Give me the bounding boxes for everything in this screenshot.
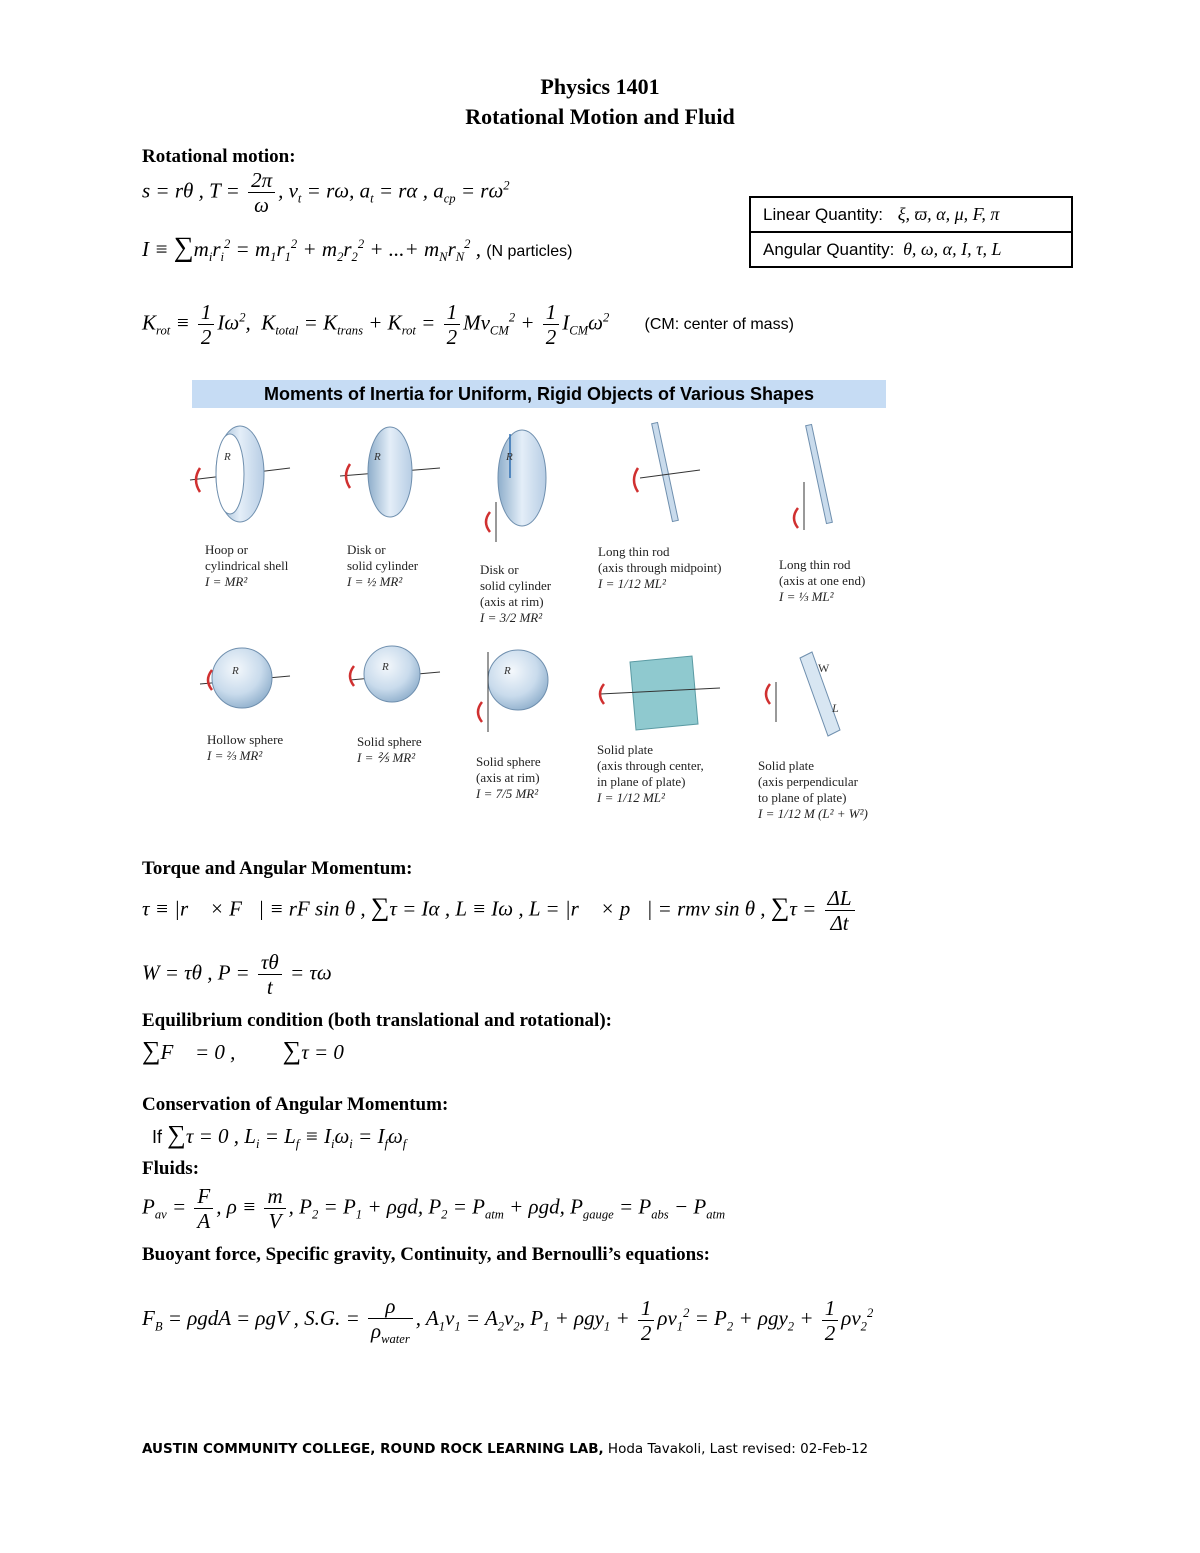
svg-text:R: R <box>506 451 513 463</box>
caption-hollow-sphere: Hollow sphere I = ⅔ MR² <box>207 732 284 763</box>
footer-author-date: Hoda Tavakoli, Last revised: 02-Feb-12 <box>603 1441 869 1457</box>
caption-plate-center: Solid plate (axis through center, in plane of plate) I = 1/12 ML² <box>597 742 704 805</box>
solid-sphere-rim-shape <box>478 650 548 732</box>
section-rotational-motion: Rotational motion: <box>142 146 296 167</box>
section-equilibrium: Equilibrium condition (both translational and rotational): <box>142 1010 612 1031</box>
solid-sphere-shape <box>350 646 440 702</box>
svg-text:R: R <box>382 661 389 673</box>
caption-plate-perpendicular: Solid plate (axis perpendicular to plane of plate) I = 1/12 M (L² + W²) <box>758 758 868 821</box>
caption-hoop: Hoop or cylindrical shell I = MR² <box>205 542 289 589</box>
caption-disk-rim: Disk or solid cylinder (axis at rim) I = 3/2 MR² <box>480 562 552 625</box>
svg-text:R: R <box>504 665 511 677</box>
caption-rod-end: Long thin rod (axis at one end) I = ⅓ ML² <box>779 557 866 604</box>
rod-midpoint-shape <box>634 422 700 521</box>
page-title: Physics 1401 <box>540 74 660 99</box>
disk-rim-shape <box>486 430 546 542</box>
caption-rod-midpoint: Long thin rod (axis through midpoint) I = 1/12 ML² <box>598 544 722 591</box>
caption-solid-sphere-rim: Solid sphere (axis at rim) I = 7/5 MR² <box>476 754 541 801</box>
equation-kinematics: s = rθ , T = $\frac{2\pi}{\omega}$ , $v_t = r\omega$, $a_t = r\alpha$ , $a_{cp} = r\omega^2$ <box>142 168 510 218</box>
note-if: If <box>152 1127 163 1147</box>
svg-text:R: R <box>374 451 381 463</box>
note-n-particles: (N particles) <box>486 243 573 260</box>
linear-quantity-symbols: ξ, ϖ, α, μ, F, π <box>897 204 1000 224</box>
disk-shape <box>340 427 440 517</box>
angular-quantity-label: Angular Quantity: <box>763 240 895 259</box>
plate-center-shape <box>600 656 720 730</box>
section-torque: Torque and Angular Momentum: <box>142 858 413 879</box>
svg-text:L: L <box>832 701 839 715</box>
angular-quantity-symbols: θ, ω, α, I, τ, L <box>903 239 1002 259</box>
equation-fluids: $P_{av}$ = $\frac{F}{A}$ , ρ ≡ $\frac{m}{V}$ , $P_2 = P_1 + \rho gd$, $P_2 = P_{atm} + \rho gd$, $P_{gauge} = P_{abs} - P_{atm}$ <box>142 1184 726 1234</box>
svg-text:W: W <box>818 661 830 675</box>
equation-work-power: W = τθ , P = $\frac{\tau\theta}{t}$ = τω <box>142 950 332 1000</box>
equation-torque: τ ≡ |r⃗ × F⃗| ≡ rF sin θ , ∑τ = Iα , L ≡ Iω , L = |r⃗ × p⃗| = rmv sin θ , ∑τ = $\frac{\Delta L}{\Delta t}$ <box>142 886 858 935</box>
caption-solid-sphere: Solid sphere I = ⅖ MR² <box>357 734 422 765</box>
hoop-shape <box>190 426 290 522</box>
angular-quantity-row <box>751 231 1071 266</box>
section-buoyant: Buoyant force, Specific gravity, Continuity, and Bernoulli’s equations: <box>142 1244 710 1265</box>
equation-moment-of-inertia: $I \equiv \sum m_ir_i^2 = m_1r_1^2 + m_2r_2^2$ + ...+ $m_Nr_N^2$ , (N particles) <box>142 232 573 265</box>
footer-org: AUSTIN COMMUNITY COLLEGE, ROUND ROCK LEARNING LAB, <box>142 1441 604 1457</box>
quantity-table <box>749 196 1073 268</box>
figure-title: Moments of Inertia for Uniform, Rigid Objects of Various Shapes <box>263 384 815 404</box>
note-center-of-mass: (CM: center of mass) <box>644 316 794 334</box>
equation-buoyant-bernoulli: $F_B = \rho gdA = \rho gV$ , S.G. = $\frac{\rho}{\rho_{water}}$ , $A_1v_1 = A_2v_2$, $P_1 + \rho gy_1$ + $\frac{1}{2}$ $\rho v_1^2 = P_2 + \rho gy_2$ + $\frac{1}{2}$ $\rho v_2^2$ <box>142 1294 874 1347</box>
page-subtitle: Rotational Motion and Fluid <box>465 104 735 129</box>
svg-text:R: R <box>232 665 239 677</box>
equation-conservation: If ∑τ = 0 , $L_i = L_f \equiv I_i\omega_i = I_f\omega_f$ <box>152 1120 407 1152</box>
footer <box>142 1441 868 1457</box>
linear-quantity-row <box>751 198 1071 231</box>
caption-disk: Disk or solid cylinder I = ½ MR² <box>347 542 419 589</box>
hollow-sphere-shape <box>200 648 290 708</box>
svg-text:R: R <box>224 451 231 463</box>
linear-quantity-label: Linear Quantity: <box>763 205 884 224</box>
plate-perpendicular-shape <box>766 652 840 736</box>
equation-kinetic-energy: $K_{rot}$ ≡ $\frac{1}{2}$ $I\omega^2$, $K_{total} = K_{trans} + K_{rot}$ = $\frac{1}{2}$ $Mv_{CM}^2$ + $\frac{1}{2}$ $I_{CM}\omega^2$ (CM: center of mass) <box>142 300 794 350</box>
rod-end-shape <box>794 424 832 530</box>
section-conservation: Conservation of Angular Momentum: <box>142 1094 449 1115</box>
section-fluids: Fluids: <box>142 1158 200 1179</box>
equation-equilibrium: ∑F⃗ = 0 , ∑τ = 0 <box>142 1036 344 1065</box>
